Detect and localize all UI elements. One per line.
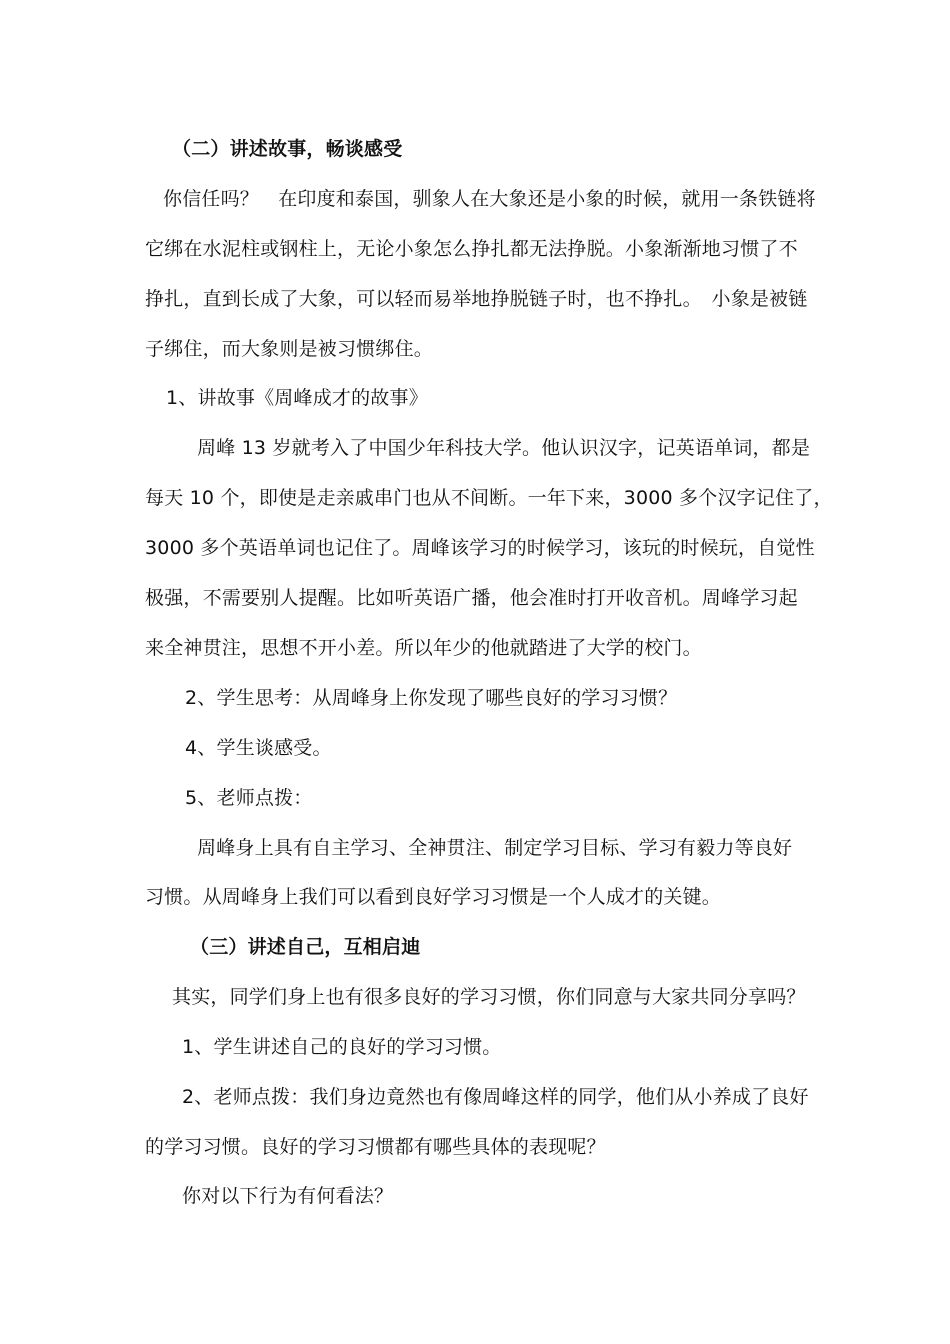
list-item: 1、学生讲述自己的良好的学习习惯。	[182, 1036, 502, 1058]
list-item: 2、老师点拨：我们身边竟然也有像周峰这样的同学，他们从小养成了良好	[182, 1086, 809, 1108]
paragraph-line: 来全神贯注，思想不开小差。所以年少的他就踏进了大学的校门。	[145, 637, 702, 659]
list-item: 2、学生思考：从周峰身上你发现了哪些良好的学习习惯？	[185, 687, 678, 709]
paragraph-line: 每天 10 个，即使是走亲戚串门也从不间断。一年下来，3000 多个汉字记住了，	[145, 487, 833, 509]
paragraph-line: 你信任吗？ 在印度和泰国，驯象人在大象还是小象的时候，就用一条铁链将	[163, 188, 816, 210]
list-item: 5、老师点拨：	[185, 787, 313, 809]
paragraph-line: 挣扎，直到长成了大象，可以轻而易举地挣脱链子时，也不挣扎。 小象是被链	[145, 288, 808, 310]
paragraph-line: 你对以下行为有何看法？	[182, 1185, 394, 1207]
paragraph-line: 3000 多个英语单词也记住了。周峰该学习的时候学习，该玩的时候玩，自觉性	[145, 537, 815, 559]
paragraph-line: 其实，同学们身上也有很多良好的学习习惯，你们同意与大家共同分享吗？	[172, 986, 806, 1008]
paragraph-line: 周峰 13 岁就考入了中国少年科技大学。他认识汉字，记英语单词，都是	[197, 437, 811, 459]
list-item: 1、讲故事《周峰成才的故事》	[166, 387, 428, 409]
paragraph-line: 习惯。从周峰身上我们可以看到良好学习习惯是一个人成才的关键。	[145, 886, 722, 908]
list-item: 4、学生谈感受。	[185, 737, 332, 759]
paragraph-line: 周峰身上具有自主学习、全神贯注、制定学习目标、学习有毅力等良好	[197, 837, 793, 859]
paragraph-line: 极强，不需要别人提醒。比如听英语广播，他会准时打开收音机。周峰学习起	[145, 587, 798, 609]
section-heading-2: （二）讲述故事，畅谈感受	[172, 138, 403, 160]
paragraph-line: 它绑在水泥柱或钢柱上，无论小象怎么挣扎都无法挣脱。小象渐渐地习惯了不	[145, 238, 798, 260]
paragraph-line: 子绑住，而大象则是被习惯绑住。	[145, 338, 434, 360]
paragraph-line: 的学习习惯。良好的学习习惯都有哪些具体的表现呢？	[145, 1136, 606, 1158]
section-heading-3: （三）讲述自己，互相启迪	[190, 936, 421, 958]
